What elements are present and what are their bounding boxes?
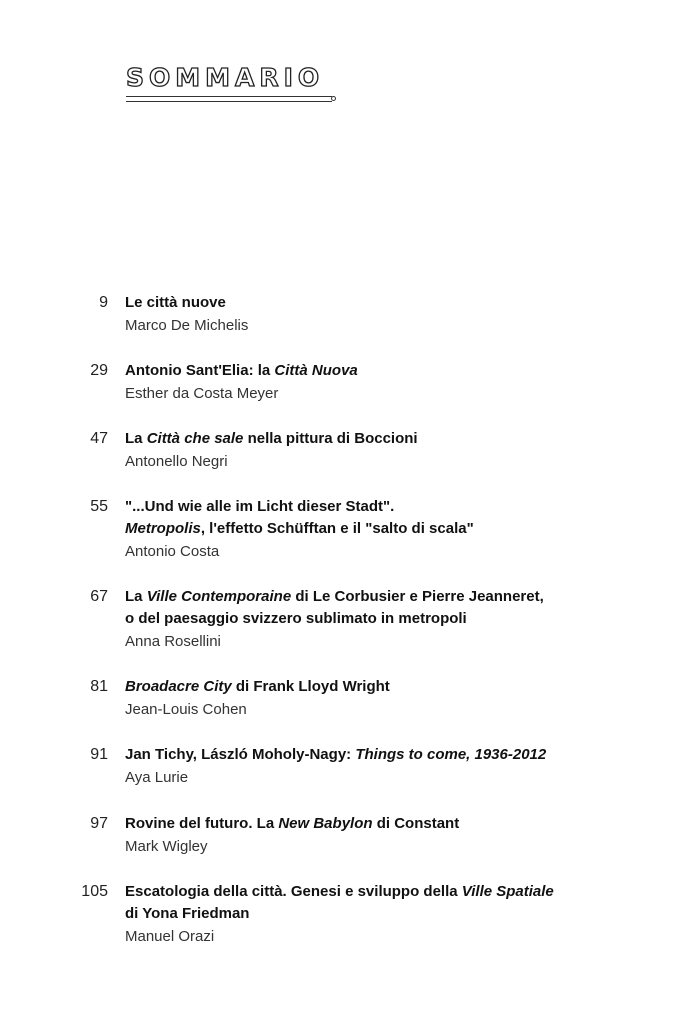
page-number: 29: [90, 362, 108, 379]
entry-title-text: Le città nuove: [125, 294, 226, 311]
entry-title: "...Und wie alle im Licht dieser Stadt".: [125, 498, 395, 515]
page-header: [126, 64, 332, 102]
entry-author: Antonio Costa: [125, 543, 220, 560]
toc-entry: [0, 360, 585, 405]
entry-title: [125, 292, 585, 314]
toc-entry: [0, 586, 585, 653]
title-underline: [126, 96, 332, 102]
entry-title-line-2: o del paesaggio svizzero sublimato in metropoli: [125, 610, 467, 627]
page-number: 55: [90, 498, 108, 515]
entry-author: Aya Lurie: [125, 769, 189, 786]
entry-title: La Ville Contemporaine di Le Corbusier e Pierre Jeanneret,: [125, 588, 544, 605]
entry-author: Manuel Orazi: [125, 928, 215, 945]
entry-title-line-2: di Yona Friedman: [125, 905, 250, 922]
entry-author: Jean-Louis Cohen: [125, 701, 247, 718]
entry-title-line-2: Metropolis, l'effetto Schüfftan e il "salto di scala": [125, 520, 474, 537]
entry-author: Mark Wigley: [125, 838, 208, 855]
toc-entry: [0, 881, 585, 948]
page-number: 81: [90, 678, 108, 695]
entry-title: Broadacre City di Frank Lloyd Wright: [125, 678, 390, 695]
entry-author: Marco De Michelis: [125, 317, 249, 334]
toc-entry: [0, 744, 585, 789]
entry-title: Escatologia della città. Genesi e sviluppo della Ville Spatiale: [125, 883, 554, 900]
entry-author: Esther da Costa Meyer: [125, 385, 279, 402]
entry-title: Antonio Sant'Elia: la Città Nuova: [125, 362, 358, 379]
page-number: 47: [90, 430, 108, 447]
toc-entry: [0, 676, 585, 721]
toc-entry: [0, 813, 585, 858]
entry-author: Anna Rosellini: [125, 633, 221, 650]
page-number: 9: [99, 294, 108, 311]
toc-entry: [0, 292, 585, 337]
entry-author: Antonello Negri: [125, 453, 228, 470]
page-number: 67: [90, 588, 108, 605]
page-number: 105: [81, 883, 108, 900]
page-title: SOMMARIO: [126, 63, 325, 92]
toc-entry: [0, 496, 585, 563]
entry-title: Rovine del futuro. La New Babylon di Constant: [125, 815, 460, 832]
page-number: 91: [90, 746, 108, 763]
page-number: 97: [90, 815, 108, 832]
entry-title: Jan Tichy, László Moholy-Nagy: Things to come, 1936-2012: [125, 746, 547, 763]
toc-entry: [0, 428, 585, 473]
entry-title: La Città che sale nella pittura di Boccioni: [125, 430, 418, 447]
